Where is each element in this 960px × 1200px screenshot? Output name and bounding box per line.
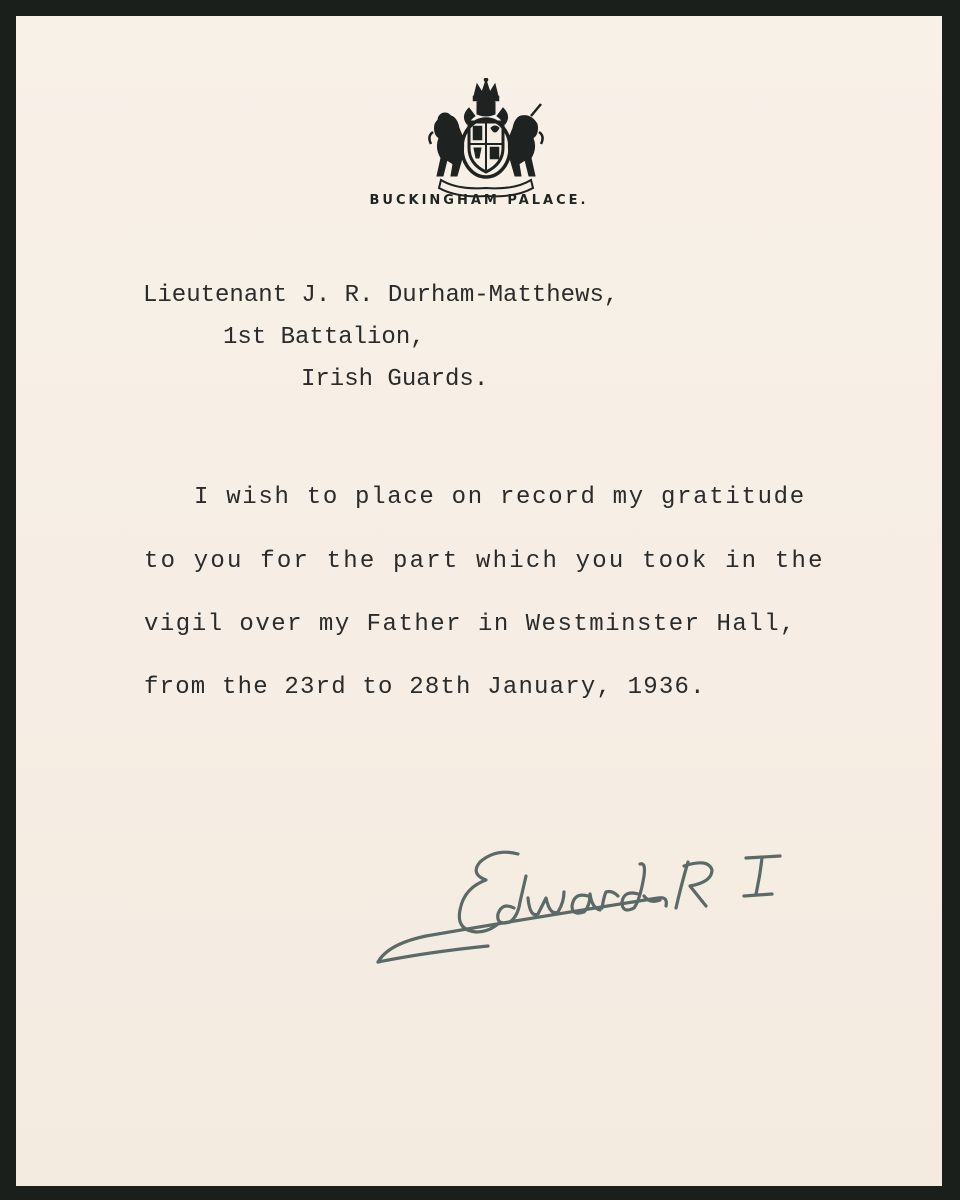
letter-paper: [16, 16, 942, 1186]
body-line-4: from the 23rd to 28th January, 1936.: [144, 674, 706, 701]
letterhead-address: BUCKINGHAM PALACE.: [369, 193, 589, 208]
body-line-2: to you for the part which you took in the: [144, 548, 825, 575]
addressee-line-regiment: Irish Guards.: [301, 366, 489, 393]
body-line-3: vigil over my Father in Westminster Hall,: [144, 611, 796, 638]
body-line-1: I wish to place on record my gratitude: [194, 484, 806, 511]
handwritten-signature: [368, 836, 788, 986]
royal-coat-of-arms-icon: [427, 78, 545, 198]
addressee-line-battalion: 1st Battalion,: [223, 324, 425, 351]
addressee-line-rank-name: Lieutenant J. R. Durham-Matthews,: [143, 282, 619, 309]
